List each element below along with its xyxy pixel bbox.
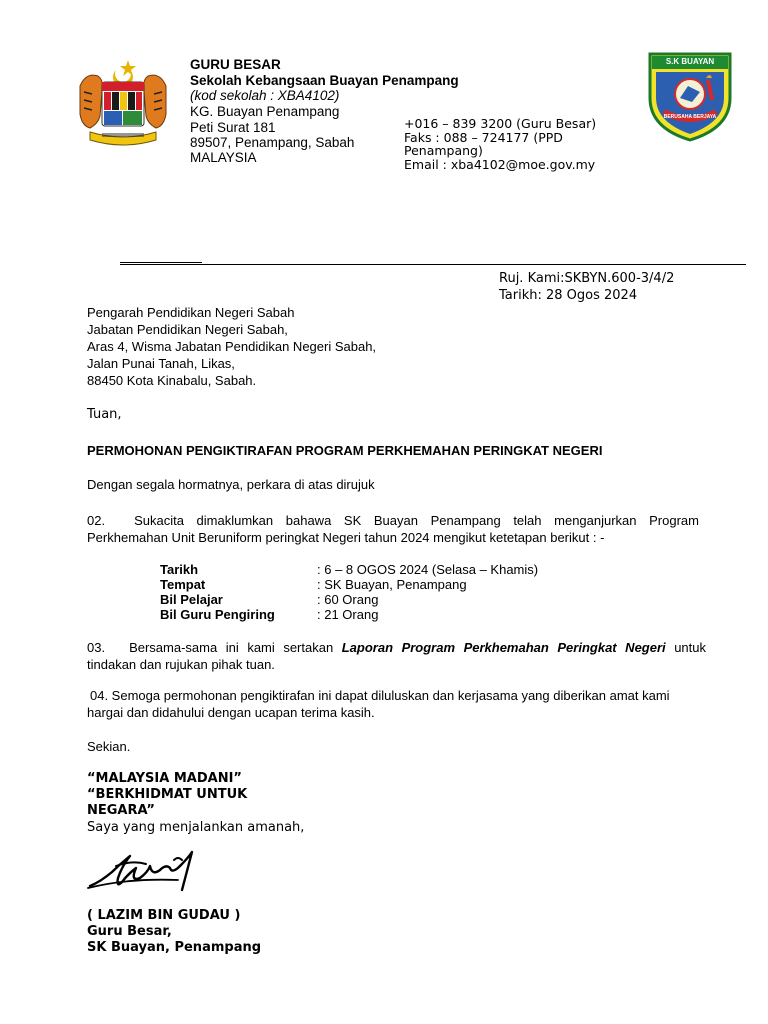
- trust-line: Saya yang menjalankan amanah,: [87, 820, 305, 835]
- paragraph-text: 04. Semoga permohonan pengiktirafan ini dapat diluluskan dan kerjasama yang diberikan amat kami hargai dan didahului dengan ucapan terima kasih.: [87, 688, 670, 720]
- letterhead-address-line: 89507, Penampang, Sabah: [190, 135, 355, 150]
- detail-value: : SK Buayan, Penampang: [317, 577, 467, 592]
- paragraph-04: [87, 687, 707, 721]
- paragraph-text: Bersama-sama ini kami sertakan: [129, 640, 342, 655]
- paragraph-number: 03.: [87, 640, 106, 655]
- reference-block: [499, 270, 674, 304]
- contact-phone: +016 – 839 3200 (Guru Besar): [404, 116, 597, 131]
- slogan-line: NEGARA”: [87, 803, 155, 818]
- subject-line: PERMOHONAN PENGIKTIRAFAN PROGRAM PERKHEMAHAN PERINGKAT NEGERI: [87, 443, 603, 458]
- contact-email: Email : xba4102@moe.gov.my: [404, 156, 596, 172]
- letterhead-address-line: MALAYSIA: [190, 150, 257, 165]
- signatory-title: Guru Besar,: [87, 924, 172, 939]
- divider-long: [120, 264, 746, 265]
- badge-motto-text: BERUSAHA BERJAYA: [663, 114, 717, 120]
- opening-line: Dengan segala hormatnya, perkara di atas dirujuk: [87, 477, 375, 492]
- signatory-block: [87, 908, 261, 956]
- detail-label: Bil Guru Pengiring: [160, 607, 275, 622]
- signatory-school: SK Buayan, Penampang: [87, 940, 262, 955]
- detail-value: : 60 Orang: [317, 592, 379, 607]
- letterhead-school-code: (kod sekolah : XBA4102): [190, 88, 340, 103]
- detail-label: Bil Pelajar: [160, 592, 223, 607]
- salutation: Tuan,: [87, 407, 122, 422]
- paragraph-text: untuk tindakan dan rujukan pihak tuan.: [87, 640, 706, 672]
- recipient-line: Aras 4, Wisma Jabatan Pendidikan Negeri Sabah,: [87, 339, 377, 354]
- letterhead-school-name: Sekolah Kebangsaan Buayan Penampang: [190, 73, 459, 88]
- paragraph-02: [87, 512, 699, 546]
- detail-label: Tempat: [160, 577, 206, 592]
- detail-row: [160, 607, 378, 623]
- detail-label: Tarikh: [160, 562, 199, 577]
- letter-date: Tarikh: 28 Ogos 2024: [499, 288, 638, 303]
- school-badge-icon: [646, 50, 734, 142]
- slogan-line: “BERKHIDMAT UNTUK: [87, 787, 248, 802]
- detail-value: : 6 – 8 OGOS 2024 (Selasa – Khamis): [317, 562, 539, 577]
- paragraph-text: Sukacita dimaklumkan bahawa SK Buayan Penampang telah menganjurkan Program Perkhemahan Unit Beruniform peringkat Negeri tahun 2024 mengikut ketetapan berikut : -: [87, 513, 699, 545]
- contact-fax-cont: Penampang): [404, 143, 483, 158]
- paragraph-03: [87, 639, 706, 673]
- letterhead-title: GURU BESAR: [190, 57, 281, 72]
- handwritten-signature-icon: [86, 848, 236, 898]
- recipient-line: Jabatan Pendidikan Negeri Sabah,: [87, 322, 288, 337]
- slogan-block: [87, 771, 247, 819]
- reference-number: Ruj. Kami:SKBYN.600-3/4/2: [499, 271, 675, 286]
- slogan-line: “MALAYSIA MADANI”: [87, 771, 242, 786]
- divider-short: [120, 262, 202, 263]
- detail-row: [160, 577, 467, 593]
- recipient-line: 88450 Kota Kinabalu, Sabah.: [87, 373, 257, 388]
- badge-banner-text: S.K BUAYAN: [665, 57, 715, 66]
- detail-row: [160, 592, 378, 608]
- closing-line: Sekian.: [87, 739, 131, 754]
- signatory-name: ( LAZIM BIN GUDAU ): [87, 908, 241, 923]
- contact-fax: Faks : 088 – 724177 (PPD: [404, 129, 563, 145]
- malaysia-coat-of-arms-icon: [72, 56, 174, 148]
- paragraph-number: 02.: [87, 513, 106, 528]
- letterhead-address-line: KG. Buayan Penampang: [190, 104, 340, 119]
- recipient-line: Pengarah Pendidikan Negeri Sabah: [87, 305, 295, 320]
- letterhead-contacts: [404, 117, 624, 171]
- detail-value: : 21 Orang: [317, 607, 379, 622]
- report-title: Laporan Program Perkhemahan Peringkat Negeri: [341, 640, 666, 655]
- detail-row: [160, 562, 538, 578]
- recipient-line: Jalan Punai Tanah, Likas,: [87, 356, 235, 371]
- letterhead-address-line: Peti Surat 181: [190, 120, 276, 135]
- recipient-address: [87, 304, 376, 389]
